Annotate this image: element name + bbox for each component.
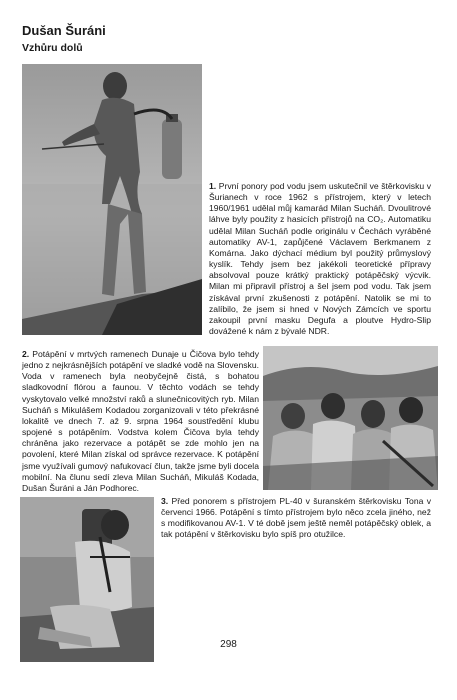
caption-1-number: 1. (209, 181, 217, 191)
caption-1 (209, 181, 431, 337)
page-number: 298 (220, 639, 237, 650)
caption-3 (161, 496, 431, 541)
caption-3-number: 3. (161, 496, 169, 506)
caption-1-text: První ponory pod vodu jsem uskutečnil ve štěrkovisku v Šurianech v roce 1962 s přístrojem, který v letech 1960/1961 udělal můj kamarád Milan Sucháň. Dvoulitrové láhve byly použity z hasicích přístrojů na CO₂. Automatiku udělal Milan Sucháň podle originálu v Čechách vyráběné automatiky AV-1, zapůjčené Václavem Berkmanem z Komárna. Jako dýchací médium byl použitý průmyslový kyslík. Tehdy jsem bez jakékoli teoretické přípravy absolvoval pouze krátký praktický potápěčský výcvik. Milan mi připravil přístroj a šel jsem pod vodu. Tak jsem získával první zkušenosti z potápění. Natolik se mi to zalíbilo, že jsem si hned v Nových Zámcích ve sportu zakoupil první masku Degufa a ploutve Hydro-Slip dovážené k nám z bývalé NDR. (209, 181, 432, 337)
author-name: Dušan Šuráni (22, 23, 106, 38)
photo-diver-standing (22, 64, 202, 335)
section-title: Vzhůru dolů (22, 42, 83, 54)
photo-group-in-boat (263, 346, 438, 490)
caption-2-text: Potápění v mrtvých ramenech Dunaje u Čičova bylo tehdy jedno z nejkrásnějších potápění ve sladké vodě na Slovensku. Voda v ramenech byla neobyčejně čistá, s bohatou sladkovodní flórou a faunou. V těchto vodách se tehdy vyskytovalo velké množství raků a slunečnicovitých ryb. Milan Sucháň s Mikulášem Kodadou zorganizovali v této překrásné lokalitě ve dnech 7. až 9. srpna 1964 soustředění klubu spojené s potápěním. Vodstva kolem Čičova byla tehdy chráněna jako rezervace a potápět se zde mohlo jen na povolení, které Milan získal od správce rezervace. K potápění jsme využívali gumový nafukovací člun, takže jsme byli docela mobilní. Na člunu sedí zleva Milan Sucháň, Mikuláš Kodada, Dušan Šuráni a Ján Podhorec. (22, 349, 259, 493)
caption-2 (22, 349, 259, 494)
photo-diver-pl40 (20, 497, 154, 662)
caption-2-number: 2. (22, 349, 30, 359)
caption-3-text: Před ponorem s přístrojem PL-40 v šuranském štěrkovisku Tona v červenci 1966. Potápění s tímto přístrojem bylo něco zcela jiného, než s modifikovanou AV-1. V té době jsem ještě neměl potápěčský oblek, a tak potápění v štěrkovisku bylo spíš pro otužilce. (161, 496, 431, 540)
